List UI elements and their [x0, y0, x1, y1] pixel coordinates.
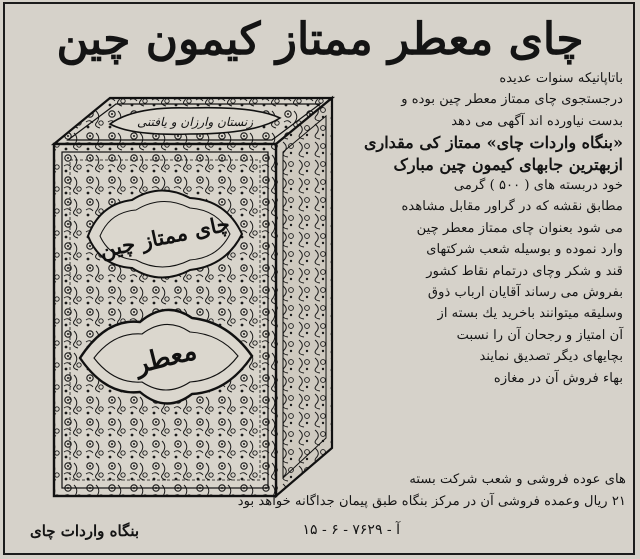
wholesale-line: ۲۱ ریال وعمده فروشی آن در مرکز بنگاه طبق پیمان جداگانه خواهد بود	[237, 494, 626, 509]
body-line: قند و شکر وچای درتمام نقاط کشور	[426, 263, 623, 279]
body-line-emphasis: «بنگاه واردات چای» ممتاز کی مقداری	[363, 133, 623, 153]
tea-box-illustration	[40, 86, 340, 506]
front-inscription-1: چای ممتاز چین	[97, 210, 232, 263]
body-line: می شود بعنوان چای ممتاز معطر چین	[416, 220, 623, 236]
body-line: بچایهای دیگر تصدیق نمایند	[479, 349, 623, 365]
phone-number: آ - ۷۶۲۹ - ۶ - ۱۵	[302, 522, 400, 538]
body-line: بدست نیاورده اند آگهی می دهد	[451, 113, 623, 129]
ad-body-text	[355, 68, 623, 516]
box-side	[276, 98, 332, 496]
company-signature: بنگاه واردات چای	[30, 522, 140, 540]
body-line: باتاپانیکه سنوات عدیده	[499, 71, 623, 86]
ad-title: چای معطر ممتاز کیمون چین	[56, 14, 584, 65]
body-line-emphasis: ازبهترین جابهای کیمون چین مبارک	[393, 154, 623, 174]
body-line: خود دربسته های ( ۵۰۰ ) گرمی	[453, 178, 623, 194]
price-line: های عوده فروشی و شعب شرکت بسته	[409, 472, 626, 487]
body-line: بفروش می رساند آقایان ارباب ذوق	[427, 285, 623, 301]
body-line: بهاء فروش آن در مغازه	[493, 370, 623, 386]
lid-inscription: زنستان وارزان و یافتنی	[136, 115, 254, 129]
body-line: درجستجوی چای ممتاز معطر چین بوده و	[401, 92, 623, 108]
body-line: آن امتیاز و رجحان آن را نسبت	[456, 327, 623, 343]
body-line: وارد نموده و بوسیله شعب شرکتهای	[426, 242, 623, 258]
body-line: وسلیقه میتوانند باخرید یك بسته از	[437, 306, 623, 322]
body-line: مطابق نقشه که در گراور مقابل مشاهده	[401, 199, 623, 215]
front-inscription-2: معطر	[132, 335, 200, 381]
